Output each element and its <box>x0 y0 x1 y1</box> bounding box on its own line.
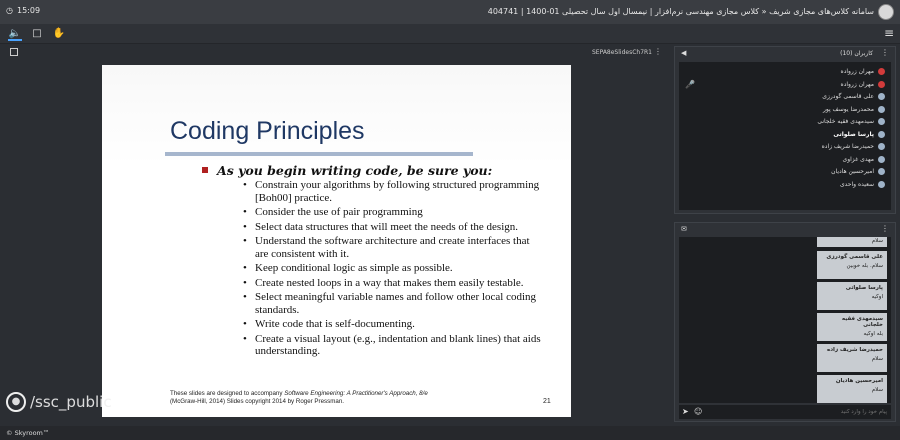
presentation-icon[interactable]: □ <box>32 28 42 39</box>
user-name: پارسا صلواتی <box>833 130 874 138</box>
users-more-icon[interactable]: ⋮ <box>881 48 889 57</box>
footer-book: Software Engineering: A Practitioner's Approach, 8/e <box>284 390 428 397</box>
chat-panel-header <box>675 223 895 235</box>
user-icon <box>878 156 885 163</box>
chat-message-text: بله اوکیه <box>863 331 883 337</box>
user-icon <box>878 168 885 175</box>
user-row[interactable] <box>817 115 885 127</box>
list-item: • Write code that is self-documenting. <box>243 318 543 331</box>
chat-input-bar <box>679 405 891 419</box>
hand-icon[interactable]: ✋ <box>52 28 66 39</box>
list-item: • Create a visual layout (e.g., indentation and blank lines) that aids understanding. <box>243 333 543 358</box>
title-underline <box>165 152 473 156</box>
user-icon <box>878 93 885 100</box>
menu-icon[interactable]: ≡ <box>883 26 894 40</box>
presentation-area <box>2 46 668 422</box>
chat-message-text: سلام <box>871 238 883 244</box>
user-icon <box>878 106 885 113</box>
toolbar <box>0 24 900 44</box>
chat-message-text: سلام <box>871 387 883 393</box>
chat-message-text: سلام <box>871 356 883 362</box>
user-name: مهران زرواده <box>840 80 874 88</box>
chat-message-sender: علی قاسمی گودرزی <box>826 254 883 260</box>
watermark-text: /ssc_public <box>30 393 112 411</box>
clock <box>6 6 40 15</box>
copyright-text: © Skyroom™ <box>6 429 50 437</box>
list-item: • Select data structures that will meet the needs of the design. <box>243 221 543 234</box>
slide-lead: As you begin writing code, be sure you: <box>217 163 493 178</box>
user-row[interactable] <box>841 65 885 77</box>
user-name: سعیده واحدی <box>839 180 874 188</box>
users-panel <box>674 46 896 214</box>
list-item: • Understand the software architecture and create interfaces that are consistent with it. <box>243 235 543 260</box>
list-item: • Select meaningful variable names and follow other local coding standards. <box>243 291 543 316</box>
room-title: سامانه کلاس‌های مجازی شریف « کلاس مجازی مهندسی نرم‌افزار | نیمسال اول سال تحصیلی 01-1400 | 404741 <box>487 7 874 16</box>
aparat-logo-icon: ● <box>6 392 26 412</box>
list-item: • Consider the use of pair programming <box>243 206 543 219</box>
user-row[interactable] <box>841 78 885 90</box>
user-row[interactable] <box>822 90 885 102</box>
status-bar <box>0 426 900 440</box>
user-name: مهدی غزاوی <box>842 155 874 163</box>
presentation-header <box>2 46 668 60</box>
user-row[interactable] <box>822 140 885 152</box>
slide-footer <box>170 390 428 406</box>
slide-header-band <box>102 65 571 165</box>
send-icon[interactable]: ➤ <box>682 407 689 416</box>
bullet-square-icon <box>202 167 208 173</box>
chat-messages <box>679 237 891 403</box>
chat-icon: ✉ <box>681 225 687 233</box>
slide <box>102 65 571 417</box>
chat-message <box>817 251 887 279</box>
user-icon <box>878 81 885 88</box>
watermark <box>6 392 112 412</box>
user-row[interactable] <box>833 128 885 140</box>
clock-icon: ◷ <box>6 6 13 15</box>
chat-panel <box>674 222 896 422</box>
user-row[interactable] <box>840 178 885 190</box>
slide-page-number: 21 <box>543 398 551 405</box>
chat-message-sender: پارسا صلواتی <box>845 285 883 291</box>
user-icon <box>878 68 885 75</box>
more-options-icon[interactable]: ⋮ <box>654 47 662 56</box>
user-row[interactable] <box>831 165 885 177</box>
list-item: • Constrain your algorithms by following structured programming [Boh00] practice. <box>243 179 543 204</box>
users-collapse-icon[interactable]: ◀ <box>681 49 687 57</box>
microphone-icon: 🎤 <box>685 80 695 89</box>
user-name: سیدمهدی فقیه خلجانی <box>817 117 874 125</box>
chat-message-sender: امیرحسین هادیان <box>835 378 883 384</box>
footer-prefix: These slides are designed to accompany <box>170 390 285 397</box>
expand-icon[interactable] <box>10 48 18 56</box>
top-bar <box>0 0 900 24</box>
chat-message <box>817 344 887 372</box>
list-item: • Create nested loops in a way that makes them easily testable. <box>243 277 543 290</box>
slide-title: Coding Principles <box>170 117 365 145</box>
user-icon <box>878 131 885 138</box>
emoji-icon[interactable]: ☺ <box>694 407 703 416</box>
slide-items <box>243 179 543 360</box>
user-name: حمیدرضا شریف زاده <box>821 142 874 150</box>
clock-time: 15:09 <box>16 6 41 15</box>
chat-message <box>817 237 887 247</box>
speaker-icon[interactable]: 🔈 <box>8 28 22 39</box>
chat-message-sender: سیدمهدی فقیه خلجانی <box>841 316 883 328</box>
user-row[interactable] <box>843 153 885 165</box>
chat-message <box>817 282 887 310</box>
chat-input[interactable] <box>737 407 887 417</box>
users-list <box>679 62 891 210</box>
chat-message-sender: حمیدرضا شریف زاده <box>826 347 883 353</box>
chat-message <box>817 375 887 403</box>
footer-line2: (McGraw-Hill, 2014) Slides copyright 2014 by Roger Pressman. <box>170 398 345 405</box>
users-panel-header <box>675 47 895 59</box>
slide-source-name: SEPA8eSlidesCh7R1 <box>591 49 652 56</box>
user-name: محمدرضا یوسف پور <box>822 105 874 113</box>
university-logo <box>878 4 894 20</box>
user-name: علی قاسمی گودرزی <box>822 92 874 100</box>
user-name: مهران زرواده <box>840 67 874 75</box>
list-item: • Keep conditional logic as simple as possible. <box>243 262 543 275</box>
chat-message-text: سلام. بله خوبین <box>846 263 883 269</box>
user-row[interactable] <box>823 103 885 115</box>
user-icon <box>878 118 885 125</box>
user-name: امیرحسین هادیان <box>831 167 874 175</box>
users-panel-title: کاربران (10) <box>840 50 873 57</box>
user-icon <box>878 143 885 150</box>
chat-more-icon[interactable]: ⋮ <box>881 224 889 233</box>
chat-message <box>817 313 887 341</box>
chat-message-text: اوکیه <box>871 294 883 300</box>
user-icon <box>878 181 885 188</box>
